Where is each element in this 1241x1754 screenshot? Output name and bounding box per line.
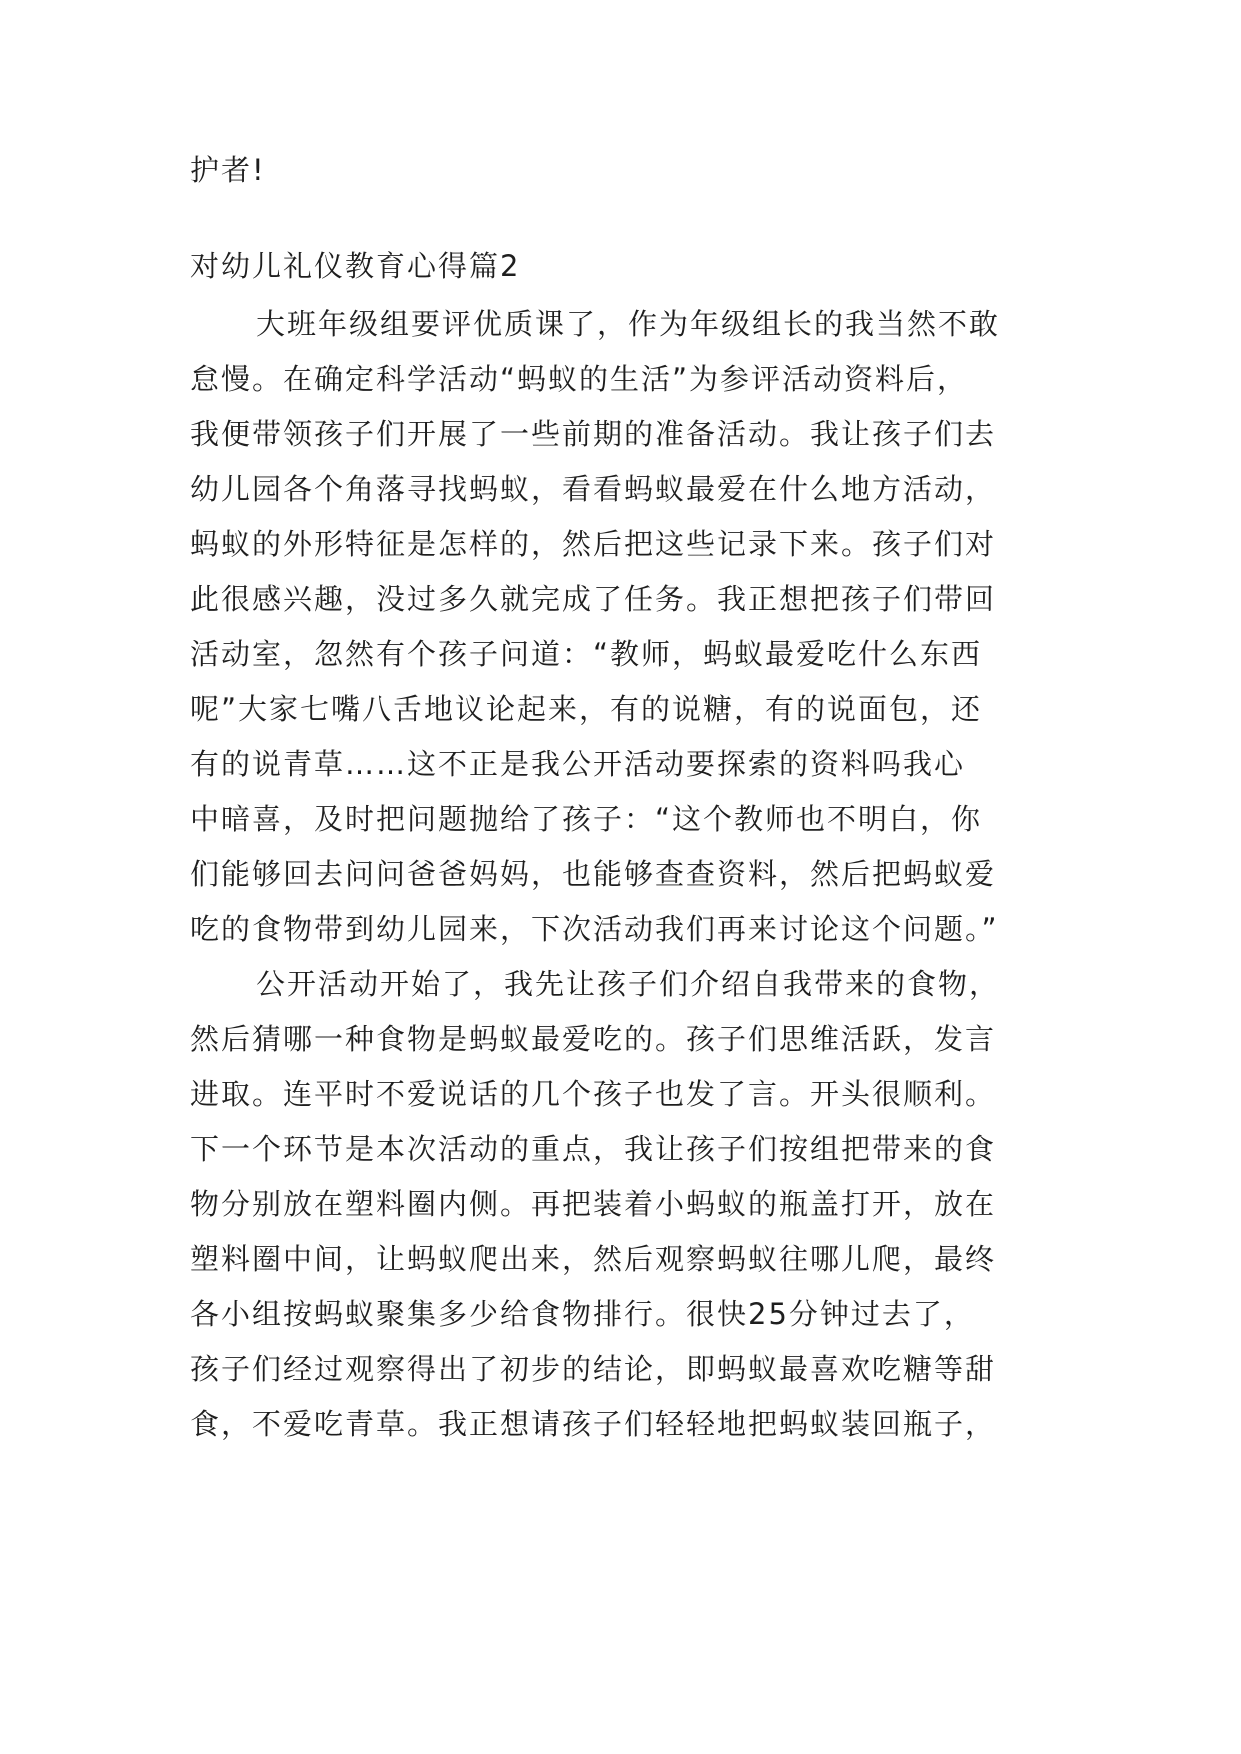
- text-line-continuation: 护者!: [190, 153, 266, 187]
- paragraph-2-line-9: 食，不爱吃青草。我正想请孩子们轻轻地把蚂蚁装回瓶子，: [190, 1407, 997, 1441]
- paragraph-1-line-7: 活动室，忽然有个孩子问道：“教师，蚂蚁最爱吃什么东西: [190, 637, 983, 671]
- paragraph-2-line-8: 孩子们经过观察得出了初步的结论，即蚂蚁最喜欢吃糖等甜: [190, 1352, 997, 1386]
- paragraph-1-line-5: 蚂蚁的外形特征是怎样的，然后把这些记录下来。孩子们对: [190, 527, 997, 561]
- paragraph-1-line-3: 我便带领孩子们开展了一些前期的准备活动。我让孩子们去: [190, 417, 997, 451]
- paragraph-1-line-2: 怠慢。在确定科学活动“蚂蚁的生活”为参评活动资料后，: [190, 362, 969, 396]
- paragraph-2-line-6: 塑料圈中间，让蚂蚁爬出来，然后观察蚂蚁往哪儿爬，最终: [190, 1242, 997, 1276]
- section-heading: 对幼儿礼仪教育心得篇2: [190, 249, 521, 283]
- paragraph-1-line-6: 此很感兴趣，没过多久就完成了任务。我正想把孩子们带回: [190, 582, 997, 616]
- paragraph-1-line-11: 们能够回去问问爸爸妈妈，也能够查查资料，然后把蚂蚁爱: [190, 857, 997, 891]
- paragraph-2-line-7: 各小组按蚂蚁聚集多少给食物排行。很快25分钟过去了，: [190, 1297, 975, 1331]
- paragraph-1-line-10: 中暗喜，及时把问题抛给了孩子：“这个教师也不明白，你: [190, 802, 983, 836]
- paragraph-2-line-1: 公开活动开始了，我先让孩子们介绍自我带来的食物，: [256, 967, 1001, 1001]
- paragraph-1-line-1: 大班年级组要评优质课了，作为年级组长的我当然不敢: [256, 307, 1001, 341]
- paragraph-2-line-5: 物分别放在塑料圈内侧。再把装着小蚂蚁的瓶盖打开，放在: [190, 1187, 997, 1221]
- paragraph-2-line-3: 进取。连平时不爱说话的几个孩子也发了言。开头很顺利。: [190, 1077, 997, 1111]
- paragraph-1-line-4: 幼儿园各个角落寻找蚂蚁，看看蚂蚁最爱在什么地方活动，: [190, 472, 997, 506]
- paragraph-1-line-9: 有的说青草……这不正是我公开活动要探索的资料吗我心: [190, 747, 966, 781]
- paragraph-1-line-8: 呢”大家七嘴八舌地议论起来，有的说糖，有的说面包，还: [190, 692, 983, 726]
- paragraph-2-line-2: 然后猜哪一种食物是蚂蚁最爱吃的。孩子们思维活跃，发言: [190, 1022, 997, 1056]
- paragraph-1-line-12: 吃的食物带到幼儿园来，下次活动我们再来讨论这个问题。”: [190, 912, 999, 946]
- paragraph-2-line-4: 下一个环节是本次活动的重点，我让孩子们按组把带来的食: [190, 1132, 997, 1166]
